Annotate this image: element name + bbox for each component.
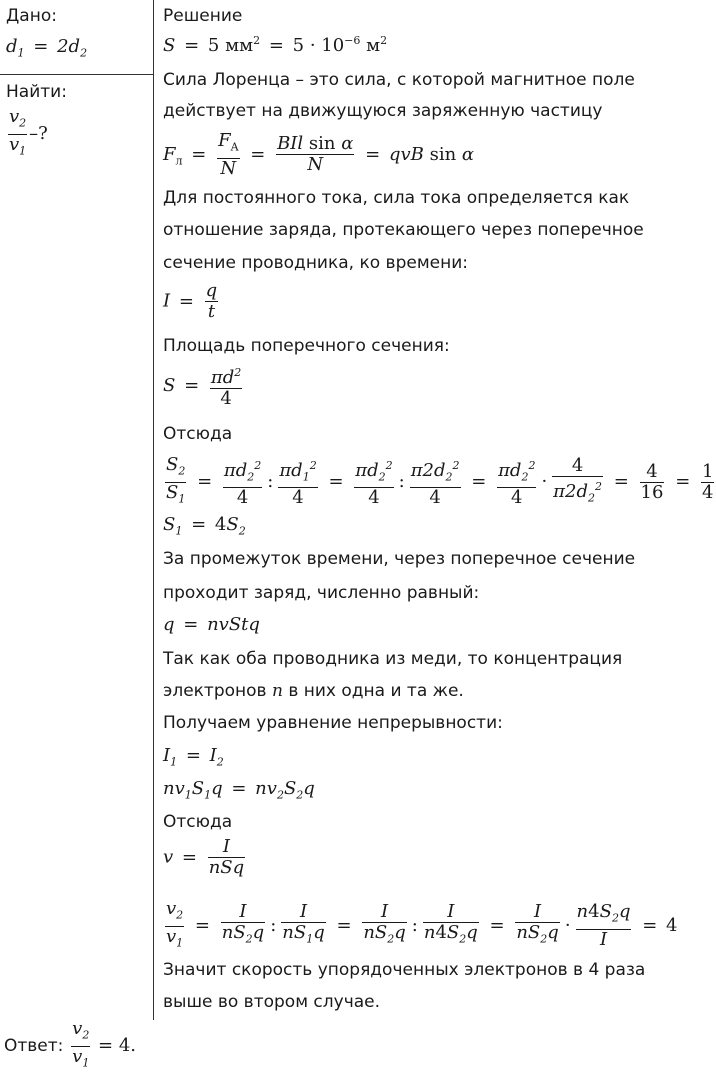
text-charge-2: проходит заряд, численно равный: (163, 583, 480, 603)
solution-heading: Решение (163, 6, 243, 26)
text-continuity: Получаем уравнение непрерывности: (163, 713, 503, 733)
answer-label: Ответ: (4, 1036, 64, 1057)
text-cross-section: Площадь поперечного сечения: (163, 336, 450, 356)
text-copper-2: электронов n в них одна и та же. (163, 681, 464, 701)
text-current-3: сечение проводника, ко времени: (163, 253, 468, 273)
text-hence-1: Отсюда (163, 424, 233, 444)
column-divider-vertical (153, 0, 154, 1020)
formula-lorentz-force: $F_л$ = $\frac{F_A}{N}$ = $\frac{\text{BIl sin α}}{N}$ = qvB sin α (163, 130, 475, 179)
formula-charge: q = nvStq (163, 614, 260, 635)
formula-area-ratio: $\frac{S_2}{S_1}$ = $\frac{\pi d_2^2}{4}$ : $\frac{\pi d_1^2}{4}$ = $\frac{\pi d_2^2}{4}$ : $\frac{\pi 2d_2^2}{4}$ = $\frac{\pi d_2^2}{4}$ · $\frac{4}{\pi 2d_2^2}$ = $\frac{4}{16}$ = $\frac{1}{4}$ (166, 454, 714, 509)
answer-line: Ответ: $\frac{v_2}{v_1}$ = 4. (4, 1018, 137, 1070)
find-heading: Найти: (6, 82, 67, 102)
formula-velocity: v = $\frac{I}{\text{nSq}}$ (163, 836, 245, 878)
text-conclusion-1: Значит скорость упорядоченных электронов в 4 раза (163, 960, 646, 980)
formula-currents-equal: $I_1 = I_2$ (163, 745, 224, 769)
text-conclusion-2: выше во втором случае. (163, 992, 381, 1012)
text-lorentz-2: действует на движущуюся заряженную частицу (163, 101, 603, 121)
formula-current: I = $\frac{q}{t}$ (163, 280, 218, 322)
formula-area: S = 5 $мм^2 = 5 \cdot 10^{-6}$ $м^2$ (163, 34, 388, 56)
answer-value: = 4. (98, 1035, 137, 1057)
column-divider-horizontal (0, 74, 153, 75)
given-heading: Дано: (6, 6, 57, 26)
text-current-1: Для постоянного тока, сила тока определяется как (163, 188, 630, 208)
formula-s1-s2: $S_1 = 4S_2$ (163, 514, 246, 538)
text-lorentz-1: Сила Лоренца – это сила, с которой магнитное поле (163, 70, 635, 90)
formula-continuity: $nv_1S_1q = nv_2S_2q$ (163, 778, 315, 802)
text-hence-2: Отсюда (163, 812, 233, 832)
text-copper-1: Так как оба проводника из меди, то концентрация (163, 649, 623, 669)
text-current-2: отношение заряда, протекающего через поперечное (163, 220, 644, 240)
given-condition: $d_1 = 2d_2$ (6, 36, 88, 60)
formula-velocity-ratio: $\frac{v_2}{v_1}$ = $\frac{I}{nS_2q}$ : $\frac{I}{nS_1q}$ = $\frac{I}{nS_2q}$ : $\frac{I}{n4S_2q}$ = $\frac{I}{nS_2q}$ · $\frac{n4S_2q}{I}$ = 4 (166, 898, 678, 950)
find-target: $\frac{v_2}{v_1}$ –? (9, 106, 48, 158)
text-charge-1: За промежуток времени, через поперечное сечение (163, 549, 636, 569)
formula-cross-section: S = $\frac{\pi d^2}{4}$ (163, 366, 242, 409)
